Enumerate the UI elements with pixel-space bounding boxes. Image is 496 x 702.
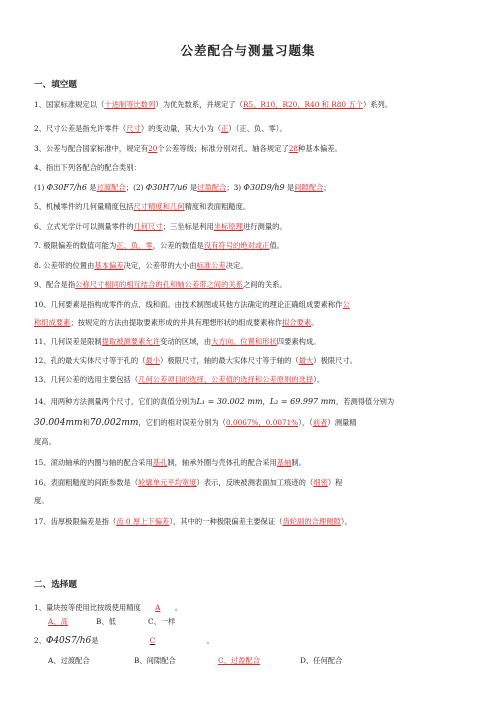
choice-2-options <box>34 656 474 666</box>
answer: 最小 <box>145 356 161 365</box>
question-2: 2、尺寸公差是指允许零件（尺寸）的变动量，其大小为（正）（正、负、零）。 <box>34 124 287 133</box>
answer: 公 <box>342 300 350 309</box>
answer: 基本偏差 <box>94 261 124 270</box>
answer: 20 <box>148 144 158 153</box>
answer: C <box>149 636 156 645</box>
section-fill-heading: 一、填空题 <box>34 80 77 90</box>
question-6: 6、立式光学计可以测量零件的几何尺寸；三坐标是利用坐标原理进行测量的。 <box>34 222 287 231</box>
answer: 最大 <box>298 356 314 365</box>
answer: 齿 0 厚上下偏差 <box>116 517 170 526</box>
answer: 基孔 <box>152 458 168 467</box>
question-8: 8. 公差带的位置由基本偏差决定，公差带的大小由标准公差决定。 <box>34 261 248 270</box>
answer: 前者 <box>312 418 328 427</box>
question-16-end: 度。 <box>34 496 49 505</box>
answer: 轮廓单元平均宽度 <box>138 478 197 487</box>
question-16: 16、表面粗糙度的间距参数是（轮廓单元平均宽度）表示，反映被测表面加工痕迹的（细密）程 <box>34 478 343 487</box>
option-b: B、间隙配合 <box>134 656 176 665</box>
question-4: 4、指出下列各配合的配合类别： <box>34 163 141 172</box>
answer: 齿轮副的合理侧隙 <box>282 517 341 526</box>
answer: 提取被测要素允许 <box>101 337 161 346</box>
answer: 过渡配合 <box>96 183 126 192</box>
answer: A <box>155 603 161 612</box>
answer: 大方向、位置和形状 <box>211 337 277 346</box>
answer: 称组成要素 <box>34 318 71 327</box>
question-11: 11、几何误差是限制提取被测要素允许变动的区域，由大方向、位置和形状四要素构成。 <box>34 337 321 346</box>
answer: 拟合要素 <box>282 318 312 327</box>
question-14: 14、用两种方法测量两个尺寸，它们的真值分别为L₁ = 30.002 mm，L₂ = 69.997 mm，若测得值分别为 <box>34 397 395 406</box>
option-d: D、任何配合 <box>300 656 343 665</box>
option-b: B、低 <box>96 617 116 626</box>
answer: 过盈配合 <box>197 183 227 192</box>
question-13: 13、几何公差的选用主要包括（几何公差项目的选择、公差值的选择和公差原则的选择）。 <box>34 375 325 384</box>
answer: 几何尺寸 <box>133 222 163 231</box>
question-15: 15、滚动轴承的内圈与轴的配合采用基孔制，轴承外圈与壳体孔的配合采用基轴制。 <box>34 458 306 467</box>
question-17: 17、齿厚极限偏差是指（齿 0 厚上下偏差），其中的一种极限偏差主要保证（齿轮副的合理侧隙）。 <box>34 517 352 526</box>
answer: 公称尺寸相同的相互结合的孔和轴公差带之间的关系 <box>75 280 243 289</box>
option-c: C、过盈配合 <box>218 656 261 665</box>
answer: 28 <box>288 144 299 153</box>
option-a: A、过渡配合 <box>48 656 90 665</box>
answer: 正 <box>221 124 229 133</box>
answer: 基轴 <box>276 458 292 467</box>
section-choice-heading: 二、选择题 <box>34 580 77 590</box>
answer: 正、负、零 <box>116 241 153 250</box>
choice-1-options <box>34 617 474 627</box>
choice-2: 2、Φ40S7/h6是 C 。 <box>34 636 214 646</box>
question-4-items: (1) Φ30F7/h6 是过渡配合；(2) Φ30H7/u6 是过盈配合；3) Φ30D9/h9 是间隙配合； <box>34 183 331 192</box>
question-14-end: 度高。 <box>34 437 56 446</box>
answer: R5、R10、R20、R40 和 R80 五个 <box>242 100 363 109</box>
choice-1: 1、量块按等使用比按级使用精度 A 。 <box>34 603 183 612</box>
answer: 几何公差项目的选择、公差值的选择和公差原则的选择 <box>138 375 314 384</box>
option-a: A、高 <box>48 617 68 626</box>
question-12: 12、孔的最大实体尺寸等于孔的（最小）极限尺寸，轴的最大实体尺寸等于轴的（最大）极限尺寸。 <box>34 356 358 365</box>
answer: 坐标原理 <box>213 222 243 231</box>
option-c: C、一样 <box>148 617 176 626</box>
question-14-cont: 30.004mm和70.002mm，它们的相对误差分别为（0.0067%，0.0071%），（前者）测量精 <box>34 418 357 428</box>
answer: 十进制等比数列 <box>104 100 156 109</box>
answer: 间隙配合 <box>294 183 324 192</box>
answer: 尺寸精度和几何 <box>133 202 185 211</box>
question-10: 10、几何要素是指构成零件的点、线和面。由技术制图或其他方法确定的理论正确组成要素称作公 <box>34 300 350 309</box>
answer: 细密 <box>313 478 328 487</box>
answer: 没有符号的绝对或正 <box>203 241 270 250</box>
answer: 标准公差 <box>196 261 226 270</box>
page-title: 公差配合与测量习题集 <box>180 43 316 58</box>
question-10-cont: 称组成要素；按规定的方法由提取要素形成的并具有理想形状的组成要素称作拟合要素。 <box>34 318 319 327</box>
question-7: 7. 极限偏差的数值可能为正、负、零，公差的数值是没有符号的绝对或正值。 <box>34 241 285 250</box>
question-3: 3、公差与配合国家标准中，规定有20个公差等级；标准分别对孔、轴各规定了28种基本偏差。 <box>34 144 342 153</box>
question-9: 9、配合是指公称尺寸相同的相互结合的孔和轴公差带之间的关系之间的关系。 <box>34 280 287 289</box>
answer: 0.0067%，0.0071% <box>225 418 299 427</box>
answer: 尺寸 <box>126 124 141 133</box>
question-1: 1、国家标准规定以（十进制等比数列）为优先数系，并规定了（R5、R10、R20、R40 和 R80 五个）系列。 <box>34 100 393 109</box>
question-5: 5、机械零件的几何量精度包括尺寸精度和几何精度和表面粗糙度。 <box>34 202 251 211</box>
